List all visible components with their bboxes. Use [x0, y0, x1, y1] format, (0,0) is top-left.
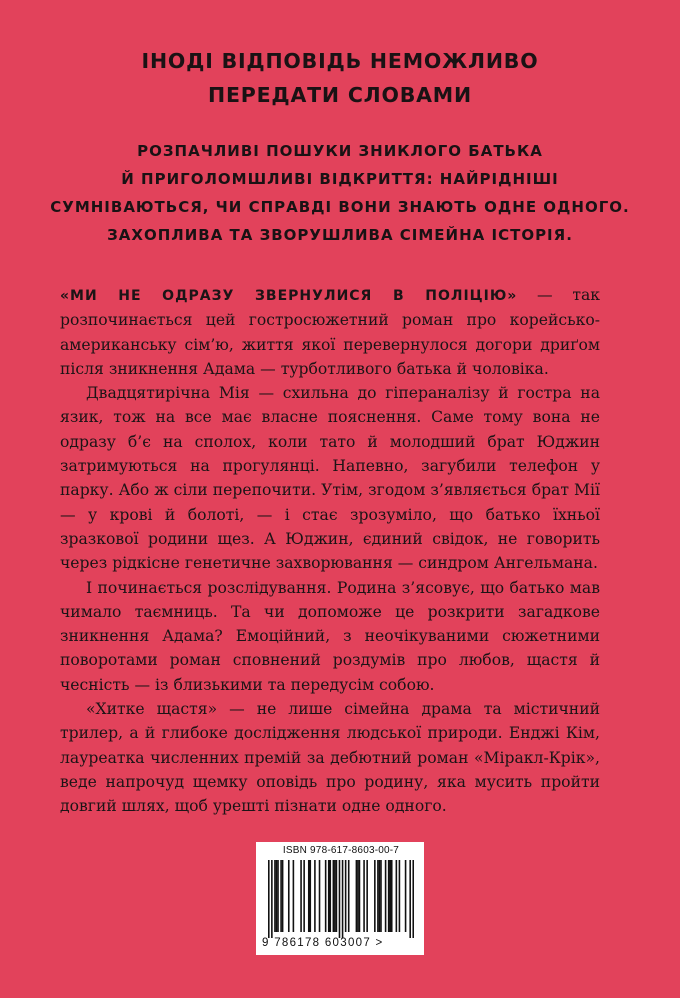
barcode-bar — [271, 860, 273, 938]
barcode-bar — [374, 860, 376, 932]
blurb-lead-quote: «МИ НЕ ОДРАЗУ ЗВЕРНУЛИСЯ В ПОЛІЦІЮ» — [60, 288, 518, 304]
barcode-bar — [412, 860, 414, 938]
barcode-bar — [348, 860, 350, 932]
barcode-bar — [356, 860, 358, 932]
barcode-bar — [328, 860, 330, 932]
barcode-bar — [308, 860, 310, 932]
barcode-bar — [345, 860, 347, 932]
barcode-bar — [325, 860, 327, 932]
barcode-bar — [342, 860, 344, 938]
barcode-bar — [385, 860, 387, 932]
headline — [0, 44, 680, 112]
barcode-bar — [319, 860, 321, 932]
barcode-bar — [359, 860, 361, 932]
blurb-paragraph-1 — [60, 283, 600, 381]
barcode-bar — [329, 860, 331, 932]
barcode-bar — [288, 860, 290, 932]
barcode-bar — [405, 860, 407, 932]
barcode-bar — [377, 860, 379, 932]
barcode-bar — [274, 860, 276, 932]
subheadline — [0, 137, 680, 249]
isbn-barcode — [256, 842, 424, 955]
barcode-bar — [388, 860, 390, 932]
barcode-bar — [282, 860, 284, 932]
barcode-bar — [399, 860, 401, 932]
barcode-bar — [339, 860, 341, 938]
barcode-bar — [379, 860, 381, 932]
isbn-label: ISBN 978-617-8603-00-7 — [282, 845, 400, 856]
blurb-paragraph-4: «Хитке щастя» — не лише сімейна драма та містичний трилер, а й глибоке дослідження людської природи. Енджі Кім, лауреатка численних премій за дебютний роман «Міракл-Крік», веде напрочуд щемку оповідь про родину, яка мусить пройти довгий шлях, щоб урешті пізнати одне одного. — [60, 700, 600, 816]
barcode-bar — [396, 860, 398, 932]
subhead-line-4: ЗАХОПЛИВА ТА ЗВОРУШЛИВА СІМЕЙНА ІСТОРІЯ. — [107, 226, 573, 244]
barcode-bar — [303, 860, 305, 932]
barcode-bar — [336, 860, 338, 932]
barcode-bar — [389, 860, 391, 932]
barcode-bar — [300, 860, 302, 932]
barcode-bar — [409, 860, 411, 938]
barcode-bar — [276, 860, 278, 932]
subhead-line-1: РОЗПАЧЛИВІ ПОШУКИ ЗНИКЛОГО БАТЬКА — [137, 142, 543, 160]
barcode-bar — [334, 860, 336, 932]
barcode-bar — [380, 860, 382, 932]
blurb-paragraph-1-text: — так розпочинається цей гостросюжетний роман про корейсько-американську сім’ю, життя якої перевернулося догори дриґом після зникнення Адама — турботливого батька й чоловіка. — [60, 286, 600, 378]
subhead-line-2: Й ПРИГОЛОМШЛИВІ ВІДКРИТТЯ: НАЙРІДНІШІ — [121, 170, 559, 188]
barcode-bar — [268, 860, 270, 938]
ean-digits: 9 786178 603007 > — [262, 937, 384, 949]
barcode-bar — [363, 860, 365, 932]
headline-line-1: ІНОДІ ВІДПОВІДЬ НЕМОЖЛИВО — [141, 49, 539, 73]
barcode-bar — [333, 860, 335, 932]
subhead-line-3: СУМНІВАЮТЬСЯ, ЧИ СПРАВДІ ВОНИ ЗНАЮТЬ ОДНЕ ОДНОГО. — [50, 198, 630, 216]
barcode-bar — [366, 860, 368, 932]
barcode-bar — [280, 860, 282, 932]
barcode-bar — [309, 860, 311, 932]
barcode-bar — [357, 860, 359, 932]
barcode-bar — [293, 860, 295, 932]
barcode-bars — [268, 860, 414, 938]
blurb-paragraph-2: Двадцятирічна Мія — схильна до гіпераналізу й гостра на язик, тож на все має власне пояснення. Саме тому вона не одразу б’є на сполох, коли тато й молодший брат Юджин затримуються на прогулянці. Напевно, загубили телефон у парку. Або ж сіли перепочити. Утім, згодом з’являється брат Мії — у крові й болоті, — і стає зрозуміло, що батько їхньої зразкової родини щез. А Юджин, єдиний свідок, не говорить через рідкісне генетичне захворювання — синдром Ангельмана. — [60, 384, 600, 573]
blurb-body — [60, 283, 600, 819]
barcode-bar — [277, 860, 279, 932]
barcode-bar — [314, 860, 316, 932]
barcode-bar — [391, 860, 393, 932]
blurb-paragraph-3: І починається розслідування. Родина з’ясовує, що батько мав чимало таємниць. Та чи допоможе це розкрити загадкове зникнення Адама? Емоційний, з неочікуваними сюжетними поворотами роман сповнений роздумів про любов, щастя й чесність — із близькими та передусім собою. — [60, 578, 600, 694]
headline-line-2: ПЕРЕДАТИ СЛОВАМИ — [208, 83, 472, 107]
